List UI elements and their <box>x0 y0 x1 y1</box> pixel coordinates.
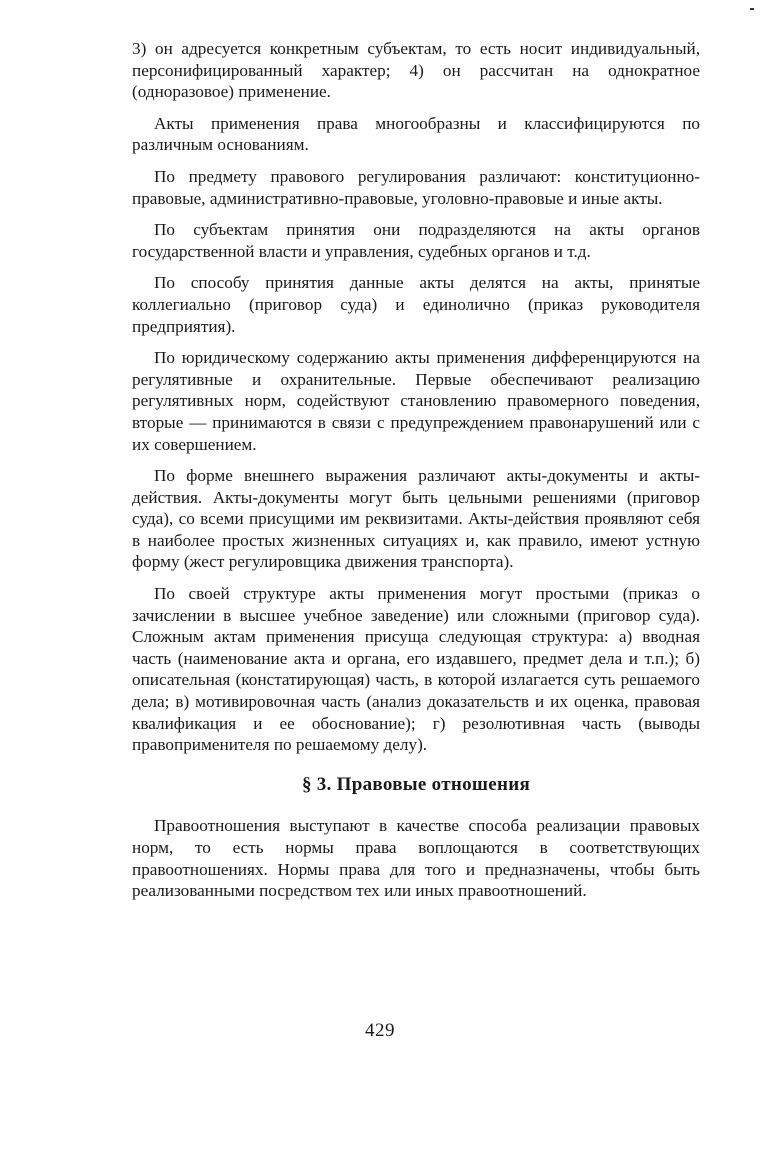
paragraph-8: По своей структуре акты применения могут простыми (приказ о зачислении в высшее учебное заведение) или сложными (приговор суда). Сложным актам применения присуща следующая структура: а) вводная часть (наименование акта и органа, его издавшего, предмет дела и т.п.); б) описательная (констатирующая) часть, в которой излагается суть решаемого дела; в) мотивировочная часть (анализ доказательств и их оценка, правовая квалификация и ее обоснование); г) резолютивная часть (выводы правоприменителя по решаемому делу). <box>132 584 700 755</box>
paragraph-5: По способу принятия данные акты делятся на акты, принятые коллегиально (приговор суда) и единолично (приказ руководителя предприятия). <box>132 273 700 336</box>
section-paragraph: Правоотношения выступают в качестве способа реализации правовых норм, то есть нормы права воплощаются в соответствующих правоотношениях. Нормы права для того и предназначены, чтобы быть реализованными посредством тех или иных правоотношений. <box>132 816 700 901</box>
paragraph-6: По юридическому содержанию акты применения дифференцируются на регулятивные и охранительные. Первые обеспечивают реализацию регулятивных норм, содействуют становлению правомерного поведения, вторые — принимаются в связи с предупреждением правонарушений или с их совершением. <box>132 348 700 454</box>
paragraph-4: По субъектам принятия они подразделяются на акты органов государственной власти и управления, судебных органов и т.д. <box>132 220 700 261</box>
paragraph-7: По форме внешнего выражения различают акты-документы и акты-действия. Акты-документы могут быть цельными решениями (приговор суда), со всеми присущими им реквизитами. Акты-действия проявляют себя в наиболее простых жизненных ситуациях и, как правило, имеют устную форму (жест регулировщика движения транспорта). <box>132 466 700 572</box>
paragraph-3: По предмету правового регулирования различают: конституционно-правовые, административно-правовые, уголовно-правовые и иные акты. <box>132 166 700 208</box>
scan-edge-mark <box>750 8 754 10</box>
paragraph-1: 3) он адресуется конкретным субъектам, то есть носит индивидуальный, персонифицированный характер; 4) он рассчитан на однократное (одноразовое) применение. <box>132 39 700 102</box>
paragraph-2: Акты применения права многообразны и классифицируются по различным основаниям. <box>132 113 700 155</box>
section-heading: § 3. Правовые отношения <box>301 773 531 795</box>
page-body <box>132 38 700 912</box>
page-number: 429 <box>365 1020 395 1041</box>
